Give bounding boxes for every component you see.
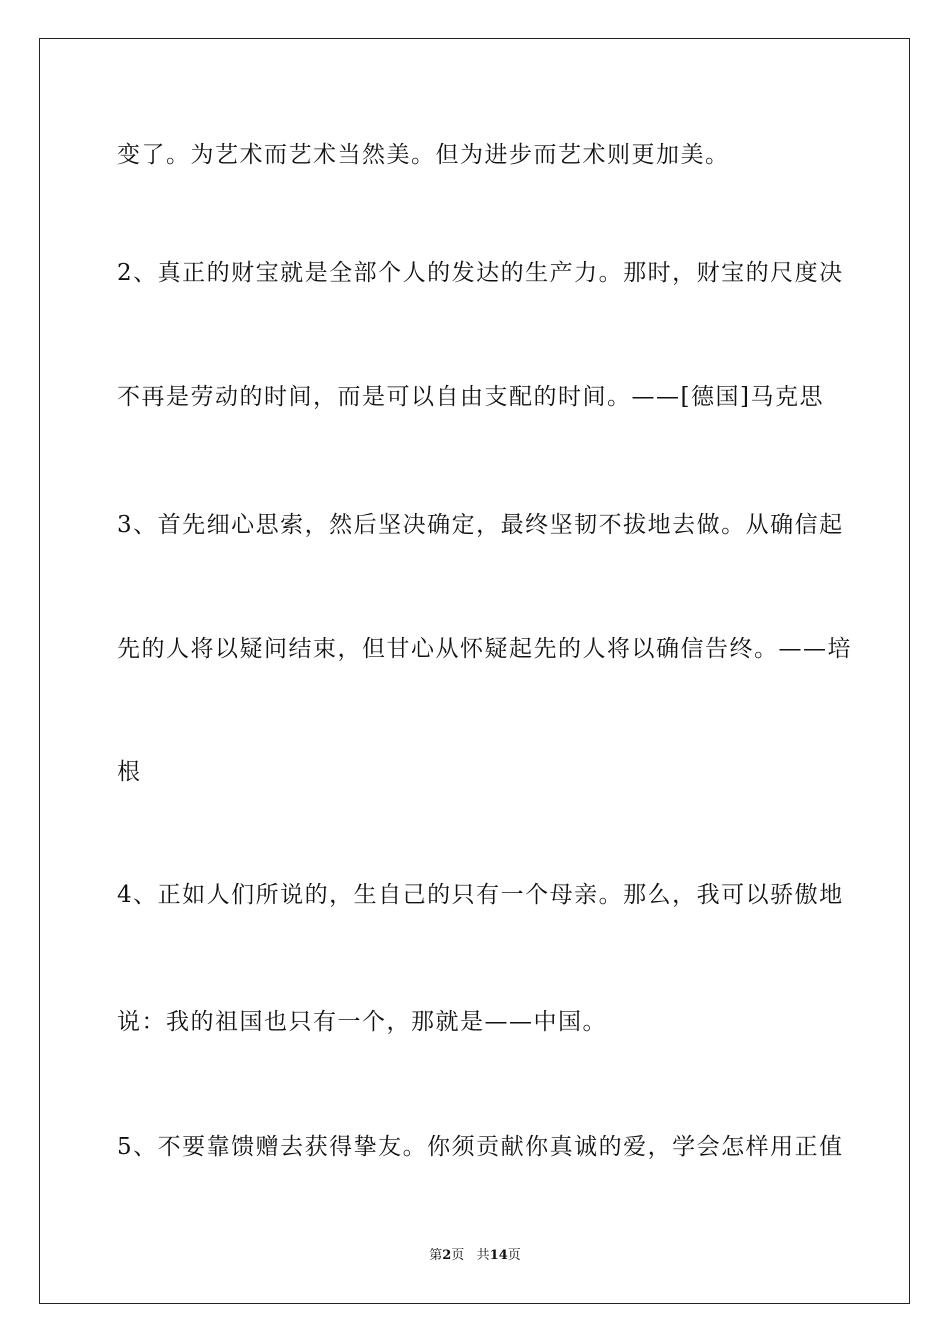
body-text-line: 变了。为艺术而艺术当然美。但为进步而艺术则更加美。: [117, 142, 730, 168]
footer-page-number: 2: [442, 1248, 452, 1263]
body-text-line: 2、真正的财宝就是全部个人的发达的生产力。那时，财宝的尺度决: [117, 260, 844, 286]
body-text-line: 3、首先细心思索，然后坚决确定，最终坚韧不拔地去做。从确信起: [117, 512, 844, 538]
page-border: [39, 38, 910, 1304]
body-text-line: 不再是劳动的时间，而是可以自由支配的时间。——[德国]马克思: [117, 384, 824, 410]
footer-page-suffix: 页: [451, 1248, 465, 1263]
body-text-line: 先的人将以疑问结束，但甘心从怀疑起先的人将以确信告终。——培: [117, 636, 852, 662]
body-text-line: 5、不要靠馈赠去获得挚友。你须贡献你真诚的爱，学会怎样用正值: [117, 1134, 844, 1160]
footer-page-prefix: 第: [429, 1248, 443, 1263]
footer-total-suffix: 页: [507, 1248, 521, 1263]
body-text-line: 说：我的祖国也只有一个，那就是——中国。: [117, 1009, 607, 1035]
body-text-line: 4、正如人们所说的，生自己的只有一个母亲。那么，我可以骄傲地: [117, 882, 844, 908]
page-footer: [0, 1247, 950, 1265]
footer-total-pages: 14: [489, 1248, 508, 1263]
footer-total-prefix: 共: [476, 1248, 490, 1263]
body-text-line: 根: [117, 759, 142, 785]
